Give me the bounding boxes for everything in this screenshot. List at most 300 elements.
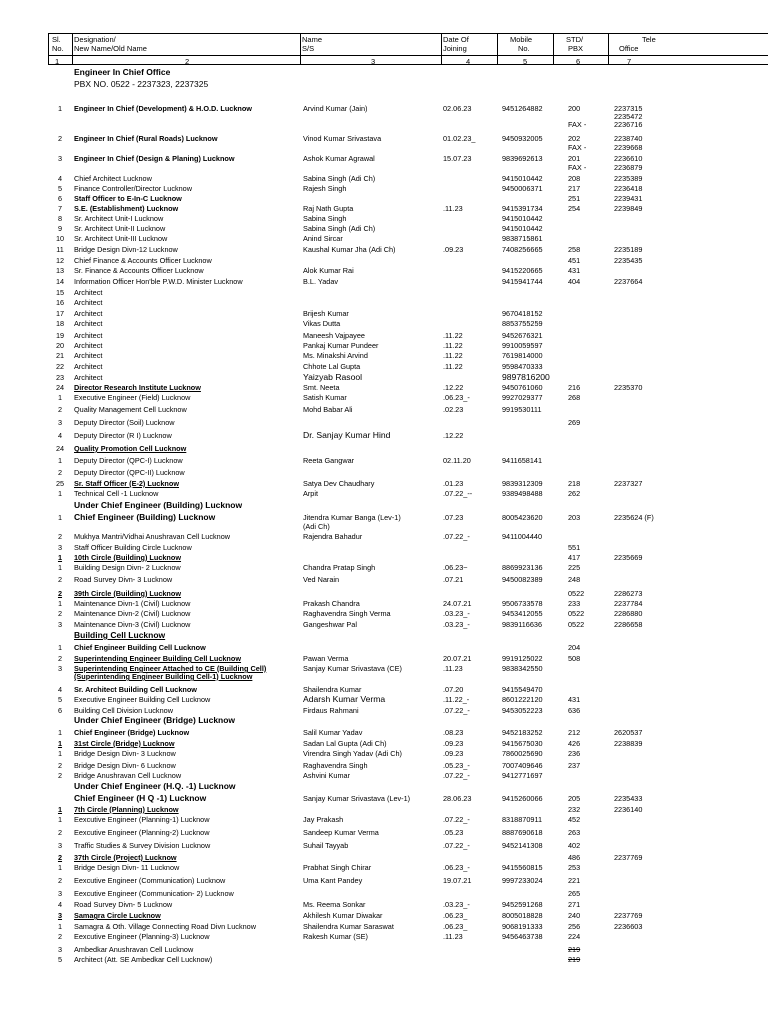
mobile-number: 9997233024 [502,876,543,885]
mobile-number: 9415220665 [502,266,543,275]
std-pbx: 232 [568,805,581,814]
header-num-5: 5 [523,57,528,66]
office-phone: 2236140 [614,805,643,814]
officer-name: Akhilesh Kumar Diwakar [303,911,383,920]
serial-number: 1 [57,553,63,562]
office-phone: 2239431 [614,194,643,203]
mobile-number: 9452676321 [502,331,543,340]
designation: Road Survey Divn- 5 Lucknow [74,900,173,909]
designation: Chief Engineer Building Cell Lucknow [74,643,206,652]
std-pbx: 204 [568,643,581,652]
designation: Road Survey Divn- 3 Lucknow [74,575,173,584]
designation: 7th Circle (Planning) Lucknow [74,805,179,814]
officer-name: Reeta Gangwar [303,456,355,465]
mobile-number: 9838715861 [502,234,543,243]
designation: Sr. Finance & Accounts Officer Lucknow [74,266,204,275]
serial-number: 24 [55,444,65,453]
serial-number: 2 [57,532,63,541]
serial-number: 17 [55,309,65,318]
mobile-number: 9415675030 [502,739,543,748]
office-phone: 2237664 [614,277,643,286]
designation: Quality Promotion Cell Lucknow [74,444,187,453]
header-num-4: 4 [466,57,471,66]
serial-number: 19 [55,331,65,340]
designation: Maintenance Divn-3 (Civil) Lucknow [74,620,191,629]
officer-name: Adarsh Kumar Verma [303,694,386,704]
designation: Eexcutive Engineer (Planning-2) Lucknow [74,828,210,837]
office-phone: 2235624 (F) [614,513,654,522]
officer-name: Sabina Singh [303,214,347,223]
std-pbx: FAX - [568,143,587,152]
std-pbx: FAX - [568,120,587,129]
mobile-number: 8887690618 [502,828,543,837]
mobile-number: 9506733578 [502,599,543,608]
office-phone: 2235389 [614,174,643,183]
std-pbx: 451 [568,256,581,265]
joining-date: 02.06.23 [443,104,472,113]
designation: Bridge Design Divn- 3 Lucknow [74,749,176,758]
joining-date: .06.23_- [443,393,470,402]
std-pbx: 402 [568,841,581,850]
table-header [48,33,768,67]
joining-date: .11.23 [443,932,463,941]
std-pbx: FAX - [568,163,587,172]
joining-date: .11.23 [443,204,463,213]
designation: Staff Officer Building Circle Lucknow [74,543,192,552]
header-designation-2: New Name/Old Name [74,44,147,53]
designation: 37th Circle (Project) Lucknow [74,853,177,862]
serial-number: 14 [55,277,65,286]
serial-number: 2 [57,468,63,477]
officer-name: Rajendra Bahadur [303,532,363,541]
officer-name: Ms. Minakshi Arvind [303,351,368,360]
mobile-number: 9450006371 [502,184,543,193]
office-phone: 2286880 [614,609,643,618]
mobile-number: 9415560815 [502,863,543,872]
serial-number: 2 [57,853,63,862]
serial-number: 1 [57,456,63,465]
office-phone: 2235370 [614,383,643,392]
serial-number: 1 [57,922,63,931]
designation: Maintenance Divn-2 (Civil) Lucknow [74,609,191,618]
designation: Architect [74,288,103,297]
joining-date: .07.22_- [443,706,470,715]
joining-date: .06.23_- [443,863,470,872]
std-pbx: 237 [568,761,581,770]
officer-name: Prabhat Singh Chirar [303,863,372,872]
office-phone: 2286273 [614,589,643,598]
mobile-number: 9452141308 [502,841,543,850]
designation: Architect [74,331,103,340]
header-designation-1: Designation/ [74,35,116,44]
designation: PBX NO. 0522 - 2237323, 2237325 [74,79,209,89]
mobile-number: 9411658141 [502,456,543,465]
officer-name: Sandeep Kumar Verma [303,828,379,837]
designation: Mukhya Mantri/Vidhai Anushravan Cell Lucknow [74,532,231,541]
serial-number: 1 [57,563,63,572]
mobile-number: 8005018828 [502,911,543,920]
joining-date: .02.23 [443,405,464,414]
std-pbx: 263 [568,828,581,837]
serial-number: 2 [57,771,63,780]
serial-number: 2 [57,876,63,885]
serial-number: 5 [57,695,63,704]
joining-date: .05.23_- [443,761,470,770]
office-phone: 2236879 [614,163,643,172]
std-pbx: 431 [568,695,581,704]
joining-date: .03.23_- [443,900,470,909]
std-pbx: 452 [568,815,581,824]
office-phone: 2236716 [614,120,643,129]
serial-number: 3 [57,154,63,163]
designation: Chief Finance & Accounts Officer Lucknow [74,256,212,265]
designation: Chief Engineer (Bridge) Lucknow [74,728,190,737]
designation: (Superintending Engineer Building Cell-1) Lucknow [74,672,253,681]
office-phone: 2236603 [614,922,643,931]
serial-number: 1 [57,739,63,748]
serial-number: 4 [57,431,63,440]
joining-date: 20.07.21 [443,654,472,663]
officer-name: Satish Kumar [303,393,347,402]
mobile-number: 9839312309 [502,479,543,488]
office-phone: 2237327 [614,479,643,488]
mobile-number: 8318870911 [502,815,543,824]
designation: Sr. Staff Officer (E-2) Lucknow [74,479,180,488]
mobile-number: 9415549470 [502,685,543,694]
std-pbx: 271 [568,900,581,909]
std-pbx: 254 [568,204,581,213]
joining-date: .07.20 [443,685,464,694]
officer-name: Smt. Neeta [303,383,340,392]
designation: Chief Engineer (H Q -1) Lucknow [74,793,207,803]
serial-number: 1 [57,815,63,824]
officer-name: Brijesh Kumar [303,309,349,318]
header-num-7: 7 [627,57,632,66]
mobile-number: 9415391734 [502,204,543,213]
joining-date: .07.22_- [443,771,470,780]
mobile-number: 9415010442 [502,174,543,183]
officer-name: Rakesh Kumar (SE) [303,932,368,941]
designation: Samagra & Oth. Village Connecting Road Divn Lucknow [74,922,256,931]
designation: Sr. Architect Unit-III Lucknow [74,234,168,243]
std-pbx: 251 [568,194,581,203]
serial-number: 4 [57,900,63,909]
mobile-number: 9838342550 [502,664,543,673]
serial-number: 1 [57,599,63,608]
header-name-1: Name [302,35,323,44]
std-pbx: 253 [568,863,581,872]
std-pbx: 218 [568,479,581,488]
serial-number: 11 [56,245,64,254]
header-divider [608,33,609,65]
mobile-number: 8601222120 [502,695,543,704]
joining-date: 28.06.23 [443,794,472,803]
joining-date: .06.23_ [443,922,468,931]
mobile-number: 9451264882 [502,104,543,113]
serial-number: 3 [57,664,63,673]
serial-number: 1 [57,805,63,814]
officer-name: Chandra Pratap Singh [303,563,376,572]
designation: Under Chief Engineer (Building) Lucknow [74,500,243,510]
serial-number: 2 [57,654,63,663]
officer-name: Ashvini Kumar [303,771,351,780]
designation: Samagra Circle Lucknow [74,911,161,920]
std-pbx: 269 [568,418,581,427]
joining-date: .09.23 [443,739,464,748]
officer-name: Sanjay Kumar Srivastava (CE) [303,664,402,673]
designation: Finance Controller/Director Lucknow [74,184,193,193]
std-pbx: 200 [568,104,581,113]
officer-name: Chhote Lal Gupta [303,362,361,371]
designation: Eexcutive Engineer (Communication- 2) Lucknow [74,889,234,898]
officer-name: Anind Sircar [303,234,343,243]
officer-name: Ms. Reema Sonkar [303,900,366,909]
mobile-number: 8005423620 [502,513,543,522]
mobile-number: 9453052223 [502,706,543,715]
mobile-number: 9453412055 [502,609,543,618]
serial-number: 15 [55,288,65,297]
mobile-number: 9411004440 [502,532,543,541]
joining-date: .03.23_- [443,609,470,618]
std-pbx: 201 [568,154,581,163]
designation: Quality Management Cell Lucknow [74,405,187,414]
designation: Ambedkar Anushravan Cell Lucknow [74,945,194,954]
serial-number: 12 [55,256,65,265]
designation: Deputy Director (R I) Lucknow [74,431,172,440]
designation: 39th Circle (Building) Lucknow [74,589,182,598]
mobile-number: 9389498488 [502,489,543,498]
serial-number: 2 [57,405,63,414]
serial-number: 1 [57,393,63,402]
serial-number: 2 [57,575,63,584]
office-phone: 2286658 [614,620,643,629]
joining-date: .11.22 [443,351,463,360]
std-pbx: 212 [568,728,581,737]
designation: Architect [74,341,103,350]
officer-name: Virendra Singh Yadav (Adi Ch) [303,749,402,758]
officer-name: Ved Narain [303,575,340,584]
mobile-number: 9839116636 [502,620,543,629]
mobile-number: 8869923136 [502,563,543,572]
std-pbx: 236 [568,749,581,758]
designation: Sr. Architect Building Cell Lucknow [74,685,197,694]
officer-name: Mohd Babar Ali [303,405,353,414]
officer-name: Rajesh Singh [303,184,347,193]
officer-name: Vikas Dutta [303,319,341,328]
designation: Architect [74,319,103,328]
designation: Architect [74,298,103,307]
std-pbx: 219 [568,955,581,964]
designation: Staff Officer to E-In-C Lucknow [74,194,182,203]
designation: Chief Engineer (Building) Lucknow [74,512,216,522]
serial-number: 2 [57,134,63,143]
joining-date: .07.23 [443,513,464,522]
designation: Superintending Engineer Building Cell Lucknow [74,654,242,663]
mobile-number: 9927029377 [502,393,543,402]
office-phone: 2239668 [614,143,643,152]
serial-number: 2 [57,761,63,770]
designation: 31st Circle (Bridge) Lucknow [74,739,175,748]
designation: Engineer In Chief (Design & Planing) Lucknow [74,154,235,163]
std-pbx: 258 [568,245,581,254]
serial-number: 4 [57,685,63,694]
joining-date: .11.22 [443,341,463,350]
designation: Building Cell Division Lucknow [74,706,173,715]
officer-name: Sadan Lal Gupta (Adi Ch) [303,739,387,748]
serial-number: 3 [57,945,63,954]
officer-name: Pankaj Kumar Pundeer [303,341,379,350]
std-pbx: 0522 [568,589,585,598]
joining-date: .06.23~ [443,563,468,572]
joining-date: .03.23_- [443,620,470,629]
joining-date: .11.22 [443,362,463,371]
joining-date: .11.22 [443,331,463,340]
joining-date: 24.07.21 [443,599,472,608]
joining-date: .09.23 [443,245,464,254]
office-phone: 2235189 [614,245,643,254]
serial-number: 9 [57,224,63,233]
office-phone: 2237315 [614,104,643,113]
office-phone: 2235669 [614,553,643,562]
officer-name: Raj Nath Gupta [303,204,354,213]
std-pbx: 256 [568,922,581,931]
joining-date: .07.22_-- [443,489,473,498]
mobile-number: 9452183252 [502,728,543,737]
std-pbx: 225 [568,563,581,572]
joining-date: .08.23 [443,728,464,737]
officer-name: (Adi Ch) [303,522,330,531]
designation: Bridge Design Divn- 11 Lucknow [74,863,180,872]
designation: Executive Engineer (Field) Lucknow [74,393,191,402]
designation: Director Research Institute Lucknow [74,383,201,392]
mobile-number: 9415010442 [502,224,543,233]
header-num-2: 2 [185,57,190,66]
std-pbx: 224 [568,932,581,941]
serial-number: 22 [55,362,65,371]
serial-number: 1 [57,489,63,498]
header-divider [300,33,301,65]
officer-name: Shailendra Kumar Saraswat [303,922,394,931]
serial-number: 5 [57,184,63,193]
designation: Maintenance Divn-1 (Civil) Lucknow [74,599,191,608]
officer-name: Arvind Kumar (Jain) [303,104,368,113]
header-num-3: 3 [371,57,376,66]
officer-name: Prakash Chandra [303,599,360,608]
designation: Traffic Studies & Survey Division Lucknow [74,841,211,850]
office-phone: 2235472 [614,112,643,121]
mobile-number: 9415010442 [502,214,543,223]
header-divider [72,33,73,65]
std-pbx: 0522 [568,609,585,618]
header-divider [48,33,49,65]
designation: Information Officer Hon'ble P.W.D. Minister Lucknow [74,277,243,286]
mobile-number: 8853755259 [502,319,543,328]
std-pbx: 551 [568,543,581,552]
serial-number: 2 [57,828,63,837]
designation: Technical Cell -1 Lucknow [74,489,159,498]
std-pbx: 268 [568,393,581,402]
serial-number: 1 [57,863,63,872]
mobile-number: 9452591268 [502,900,543,909]
designation: Architect [74,351,103,360]
mobile-number: 9456463738 [502,932,543,941]
header-std-2: PBX [568,44,584,53]
header-name-2: S/S [302,44,315,53]
std-pbx: 219 [568,945,581,954]
serial-number: 24 [55,383,65,392]
officer-name: Raghavendra Singh Verma [303,609,391,618]
std-pbx: 426 [568,739,581,748]
serial-number: 1 [57,728,63,737]
designation: S.E. (Establishment) Lucknow [74,204,179,213]
designation: Architect (Att. SE Ambedkar Cell Lucknow) [74,955,213,964]
serial-number: 3 [57,911,63,920]
officer-name: Shailendra Kumar [303,685,362,694]
std-pbx: 240 [568,911,581,920]
serial-number: 4 [57,174,63,183]
officer-name: Dr. Sanjay Kumar Hind [303,430,391,440]
header-divider [441,33,442,65]
mobile-number: 7007409646 [502,761,543,770]
mobile-number: 9670418152 [502,309,543,318]
designation: Bridge Anushravan Cell Lucknow [74,771,182,780]
officer-name: Salil Kumar Yadav [303,728,363,737]
office-phone: 2237784 [614,599,643,608]
officer-name: Jay Prakash [303,815,344,824]
officer-name: B.L. Yadav [303,277,339,286]
header-rule-mid [48,55,768,56]
officer-name: Sabina Singh (Adi Ch) [303,174,376,183]
designation: 10th Circle (Building) Lucknow [74,553,182,562]
std-pbx: 233 [568,599,581,608]
joining-date: 15.07.23 [443,154,472,163]
designation: Building Cell Lucknow [74,630,166,640]
mobile-number: 9415260066 [502,794,543,803]
header-num-6: 6 [576,57,581,66]
officer-name: Yaizyab Rasool [303,372,363,382]
mobile-number: 7619814000 [502,351,543,360]
serial-number: 21 [55,351,65,360]
serial-number: 3 [57,620,63,629]
office-phone: 2238740 [614,134,643,143]
designation: Architect [74,362,103,371]
serial-number: 2 [57,932,63,941]
office-phone: 2236418 [614,184,643,193]
office-phone: 2237769 [614,853,643,862]
joining-date: .09.23 [443,749,464,758]
office-phone: 2236610 [614,154,643,163]
officer-name: Uma Kant Pandey [303,876,363,885]
designation: Engineer In Chief (Development) & H.O.D. Lucknow [74,104,252,113]
mobile-number: 9598470333 [502,362,543,371]
header-divider [553,33,554,65]
designation: Under Chief Engineer (Bridge) Lucknow [74,715,236,725]
std-pbx: 203 [568,513,581,522]
serial-number: 18 [55,319,65,328]
header-num-1: 1 [55,57,60,66]
header-sl-2: No. [52,44,64,53]
std-pbx: 248 [568,575,581,584]
designation: Eexcutive Engineer (Planning-1) Lucknow [74,815,210,824]
mobile-number: 9897816200 [502,372,550,382]
mobile-number: 9839692613 [502,154,543,163]
serial-number: 6 [57,194,63,203]
std-pbx: 417 [568,553,581,562]
header-mobile-2: No. [518,44,530,53]
header-divider [497,33,498,65]
std-pbx: 216 [568,383,581,392]
serial-number: 20 [55,341,65,350]
